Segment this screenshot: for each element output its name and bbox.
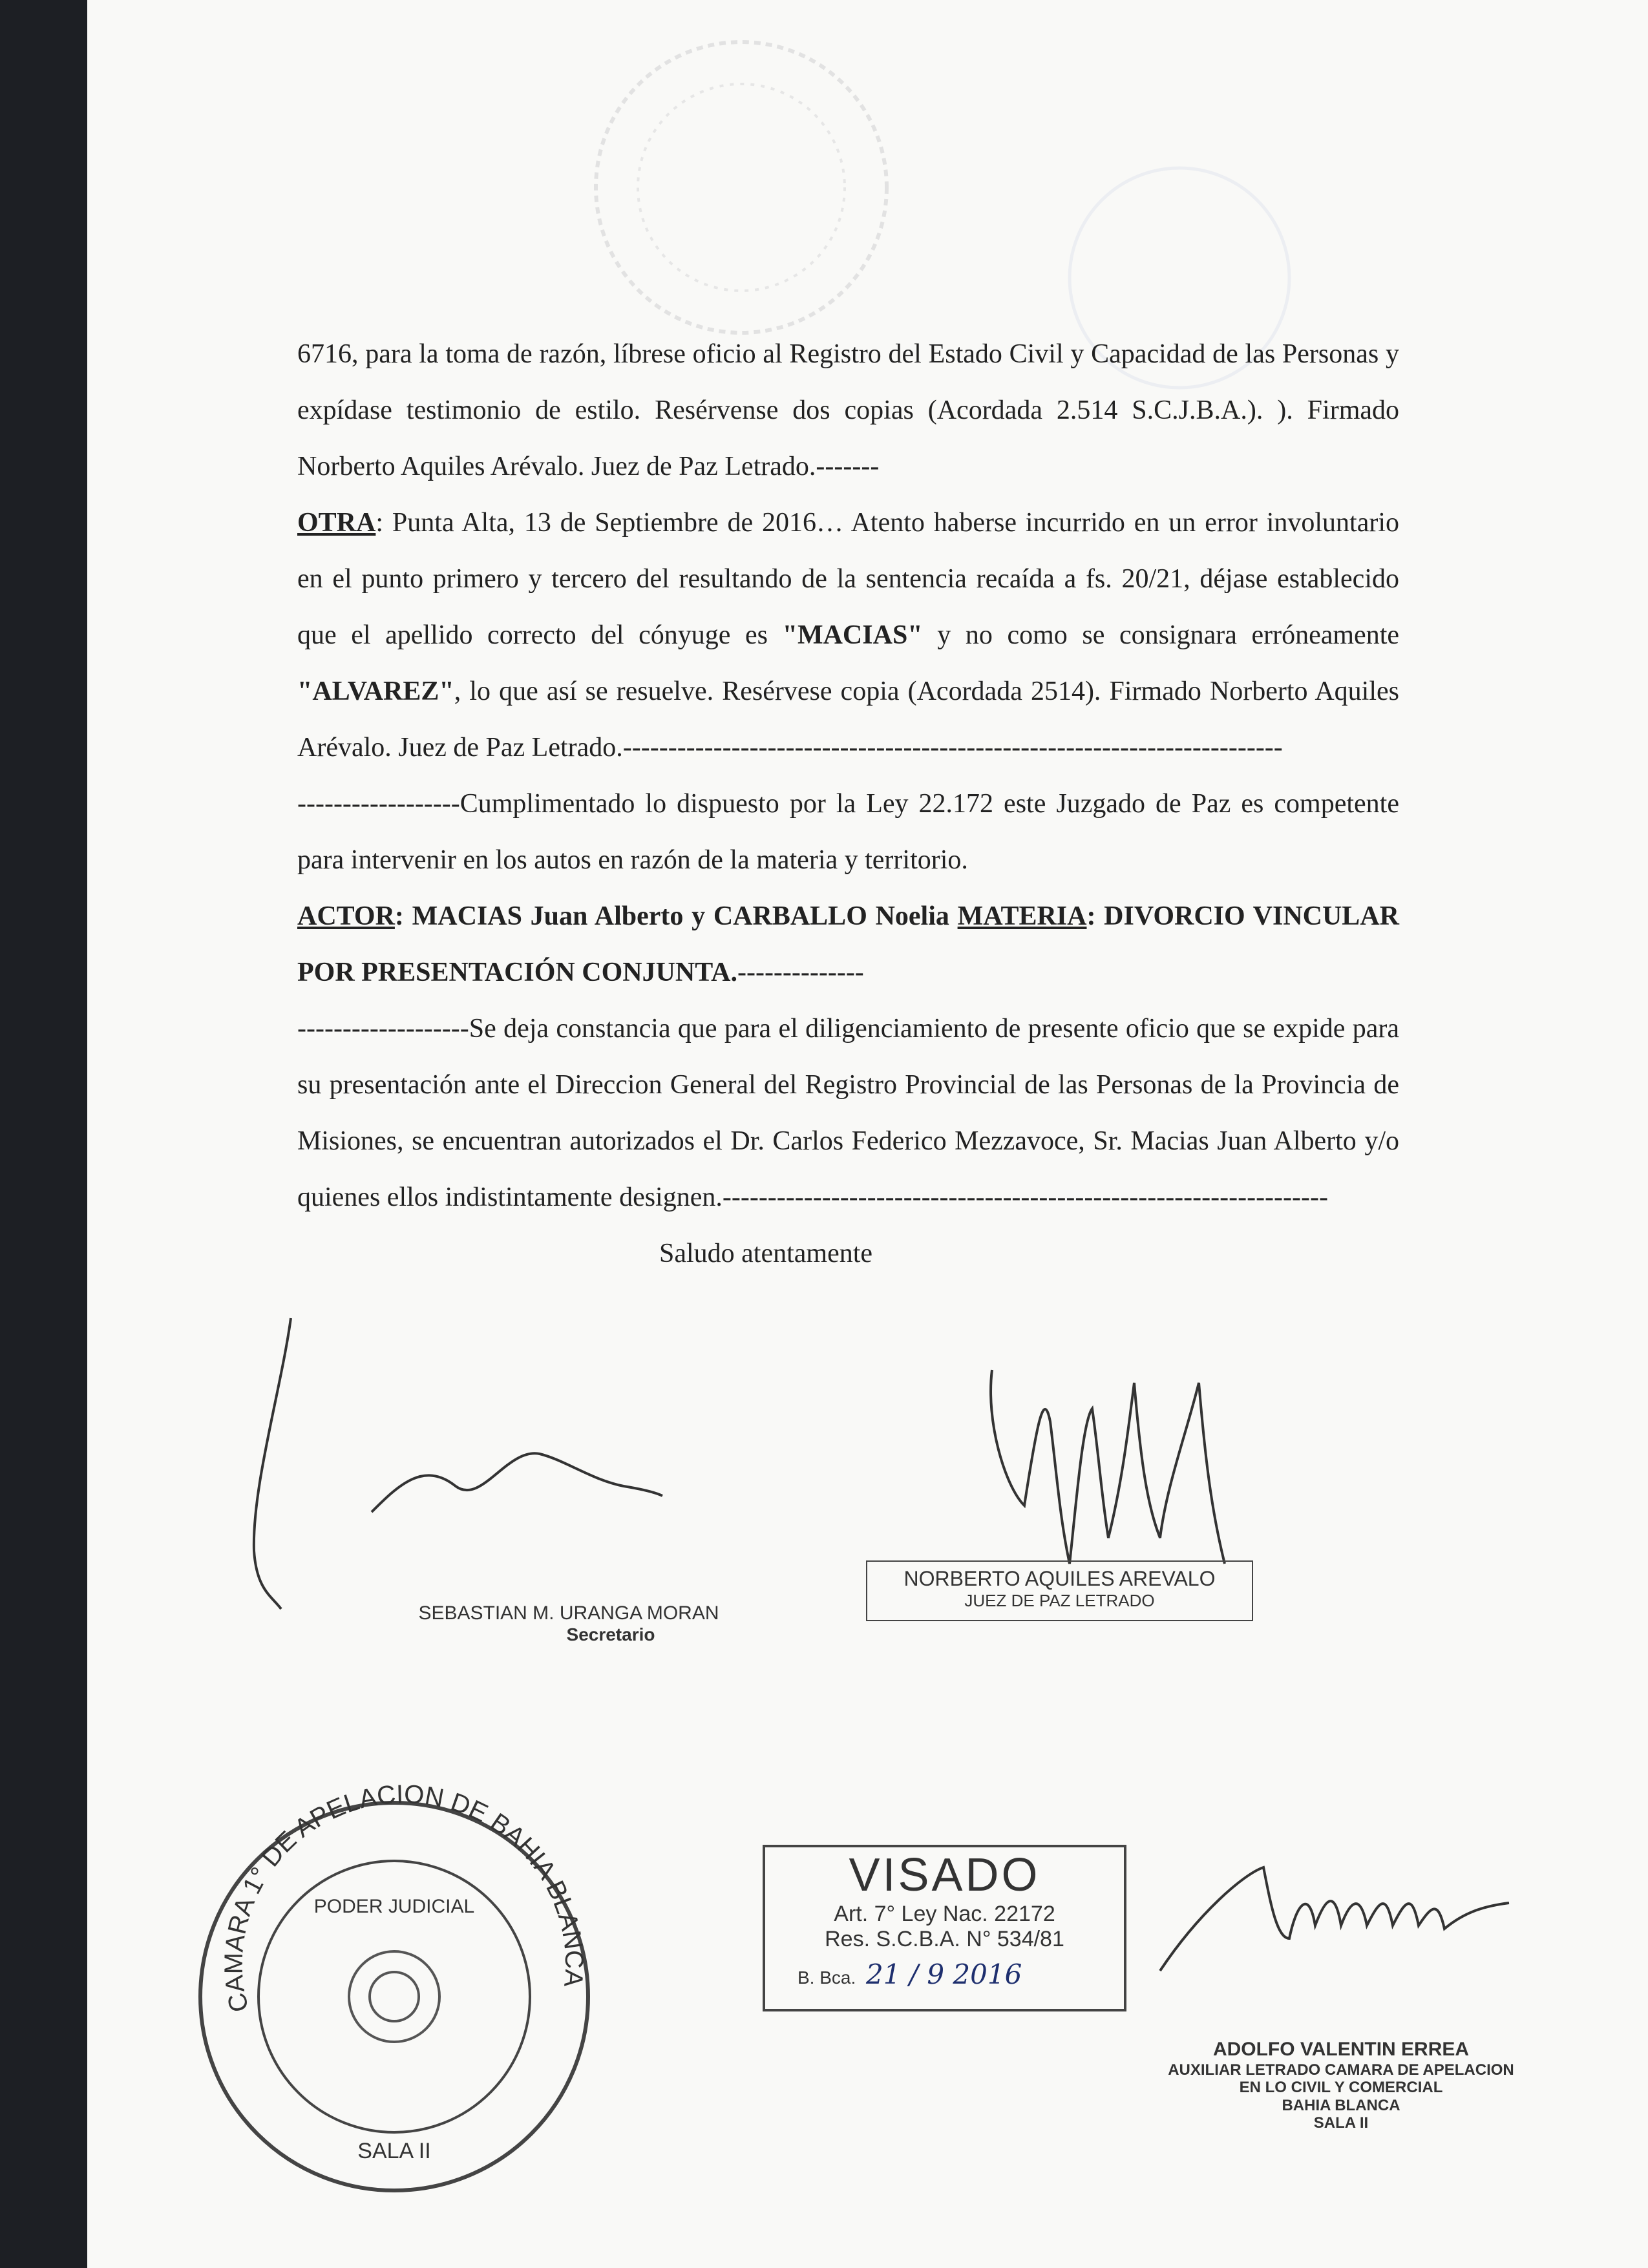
judge-title: JUEZ DE PAZ LETRADO [964,1591,1155,1610]
visado-title: VISADO [849,1849,1041,1901]
actor-value: : MACIAS Juan Alberto y CARBALLO Noelia [394,901,958,931]
otra-label: OTRA [297,508,376,538]
paragraph-1: 6716, para la toma de razón, líbrese oficio al Registro del Estado Civil y Capacidad de las Personas y expídase testimonio de estilo. Resérvense dos copias (Acordada 2.514 S.C.J.B.A.). ). Firmado Norberto Aquiles Arévalo. Juez de Paz Letrado.------- [297,339,1399,481]
materia-dashes: -------------- [737,958,864,987]
actor-label: ACTOR [297,901,395,931]
secretary-title: Secretario [566,1624,655,1644]
secretary-name: SEBASTIAN M. URANGA MORAN [418,1602,719,1624]
paragraph-4: -------------------Se deja constancia que para el diligenciamiento de presente oficio que se expide para su presentación ante el Direccion General del Registro Provincial de las Personas de la Provincia de Misiones, se encuentran autorizados el Dr. Carlos Federico Mezzavoce, Sr. Macias Juan Alberto y/o quienes ellos indistintamente designen.------------------------------------------------------------------- [297,1014,1399,1212]
paragraph-2-text-b: y no como se consignara erróneamente [922,620,1399,650]
paragraph-2-text-c: , lo que así se resuelve. Resérvese copia (Acordada 2514). Firmado Norberto Aquiles Arévalo. Juez de Paz Letrado.------------------------------------------------------------------------- [297,677,1399,762]
visado-date-prefix: B. Bca. [798,1968,856,1988]
seal-ring-text: CAMARA 1° DE APELACION DE BAHIA BLANCA [219,1780,589,2015]
official-stamp [1141,2039,1541,2132]
visado-line2: Res. S.C.B.A. N° 534/81 [825,1927,1064,1951]
materia-value: : DIVORCIO VINCULAR POR PRESENTACIÓN CONJUNTA. [297,901,1399,987]
paragraph-2-text: : Punta Alta, 13 de Septiembre de 2016… Atento haberse incurrido en un error involuntario en el punto primero y tercero del resultando de la sentencia recaída a fs. 20/21, déjase establecido que el apellido correcto del cónyuge es [297,508,1399,650]
visado-date-value: 21 / 9 2016 [866,1958,1022,1990]
alvarez-quote: "ALVAREZ" [297,677,454,706]
visado-date-row [765,1958,1124,1990]
macias-quote: "MACIAS" [782,620,923,650]
seal-inner-text: PODER JUDICIAL [313,1896,475,1917]
judge-name: NORBERTO AQUILES AREVALO [903,1567,1216,1590]
official-line2: EN LO CIVIL Y COMERCIAL [1239,2079,1443,2097]
visado-line1: Art. 7° Ley Nac. 22172 [834,1902,1055,1926]
closing: Saludo atentamente [659,1239,873,1268]
visado-stamp [763,1845,1126,2011]
official-line4: SALA II [1313,2114,1369,2132]
document-page [87,0,1648,2268]
materia-label: MATERIA [957,901,1087,931]
official-line1: AUXILIAR LETRADO CAMARA DE APELACION [1168,2061,1514,2079]
official-name: ADOLFO VALENTIN ERREA [1212,2039,1470,2060]
official-line3: BAHIA BLANCA [1282,2096,1400,2114]
seal-bottom-text: SALA II [357,2139,431,2163]
paragraph-3: ------------------Cumplimentado lo dispuesto por la Ley 22.172 este Juzgado de Paz es competente para intervenir en los autos en razón de la materia y territorio. [297,789,1399,875]
